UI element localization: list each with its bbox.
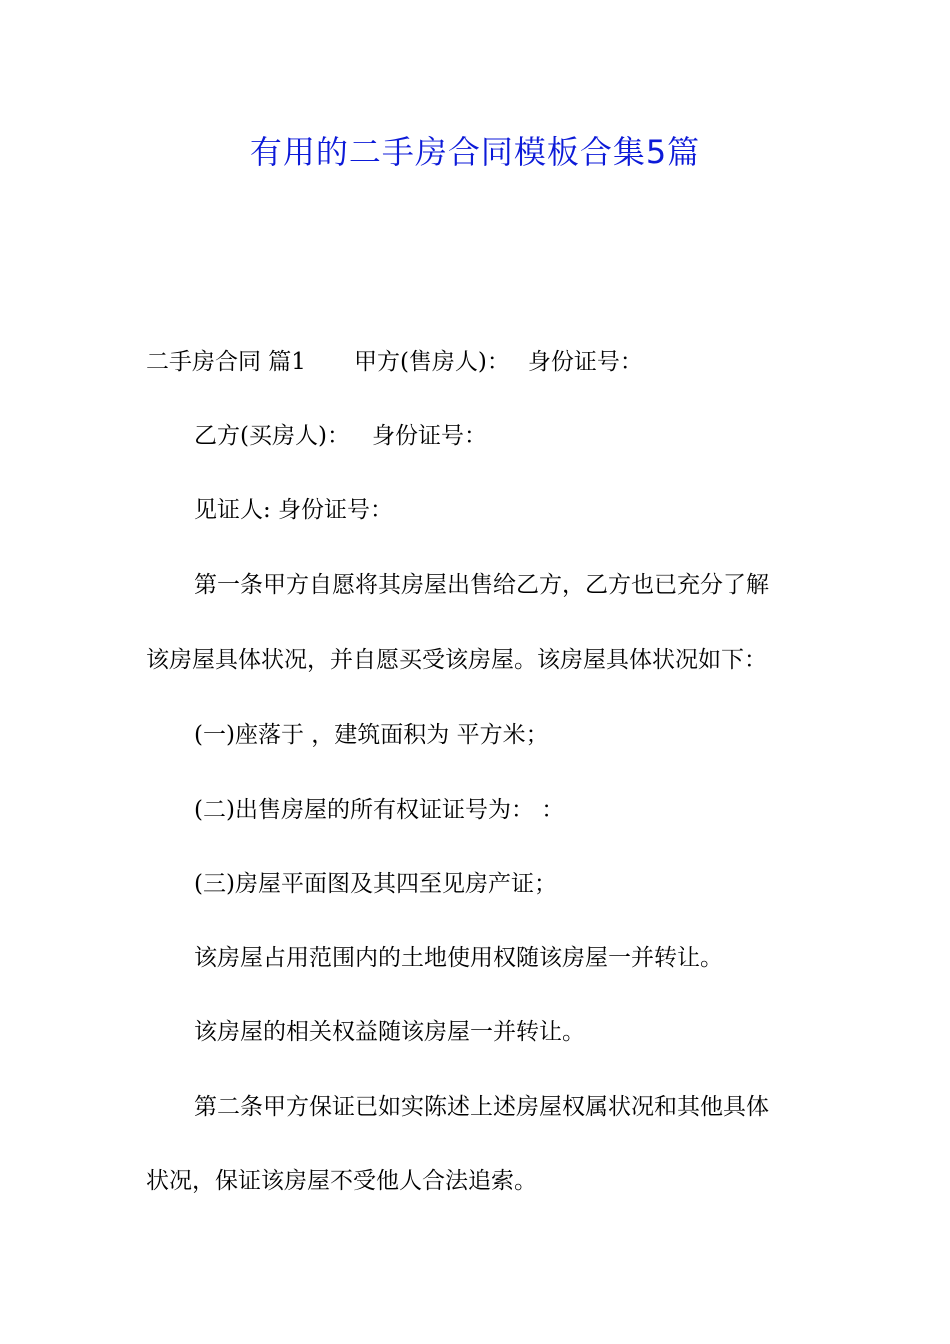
- witness-line: 见证人: 身份证号：: [194, 497, 394, 523]
- party-b-id-label: 身份证号：: [371, 423, 487, 449]
- paragraph-line: 该房屋占用范围内的土地使用权随该房屋一并转让。: [194, 945, 723, 971]
- party-a-id-label: 身份证号：: [527, 349, 643, 375]
- paragraph-line: (一)座落于 ，建筑面积为 平方米；: [194, 722, 549, 748]
- party-b-line: [194, 420, 487, 452]
- page-title: 有用的二手房合同模板合集5篇: [249, 133, 701, 171]
- contract-header-line: [146, 346, 643, 378]
- party-b-label: 乙方(买房人)：: [194, 423, 350, 449]
- paragraph-line: (三)房屋平面图及其四至见房产证；: [194, 871, 557, 897]
- paragraph-line: 第二条甲方保证已如实陈述上述房屋权属状况和其他具体: [194, 1094, 769, 1120]
- paragraph-line: (二)出售房屋的所有权证证号为： ：: [194, 797, 565, 823]
- paragraph-line: 该房屋的相关权益随该房屋一并转让。: [194, 1019, 585, 1045]
- party-a-label: 甲方(售房人)：: [353, 349, 510, 375]
- paragraph-line: 第一条甲方自愿将其房屋出售给乙方，乙方也已充分了解: [194, 572, 769, 598]
- paragraph-line: 该房屋具体状况，并自愿买受该房屋。该房屋具体状况如下：: [146, 647, 767, 673]
- contract-label: 二手房合同 篇1: [146, 349, 306, 375]
- paragraph-line: 状况，保证该房屋不受他人合法追索。: [146, 1168, 537, 1194]
